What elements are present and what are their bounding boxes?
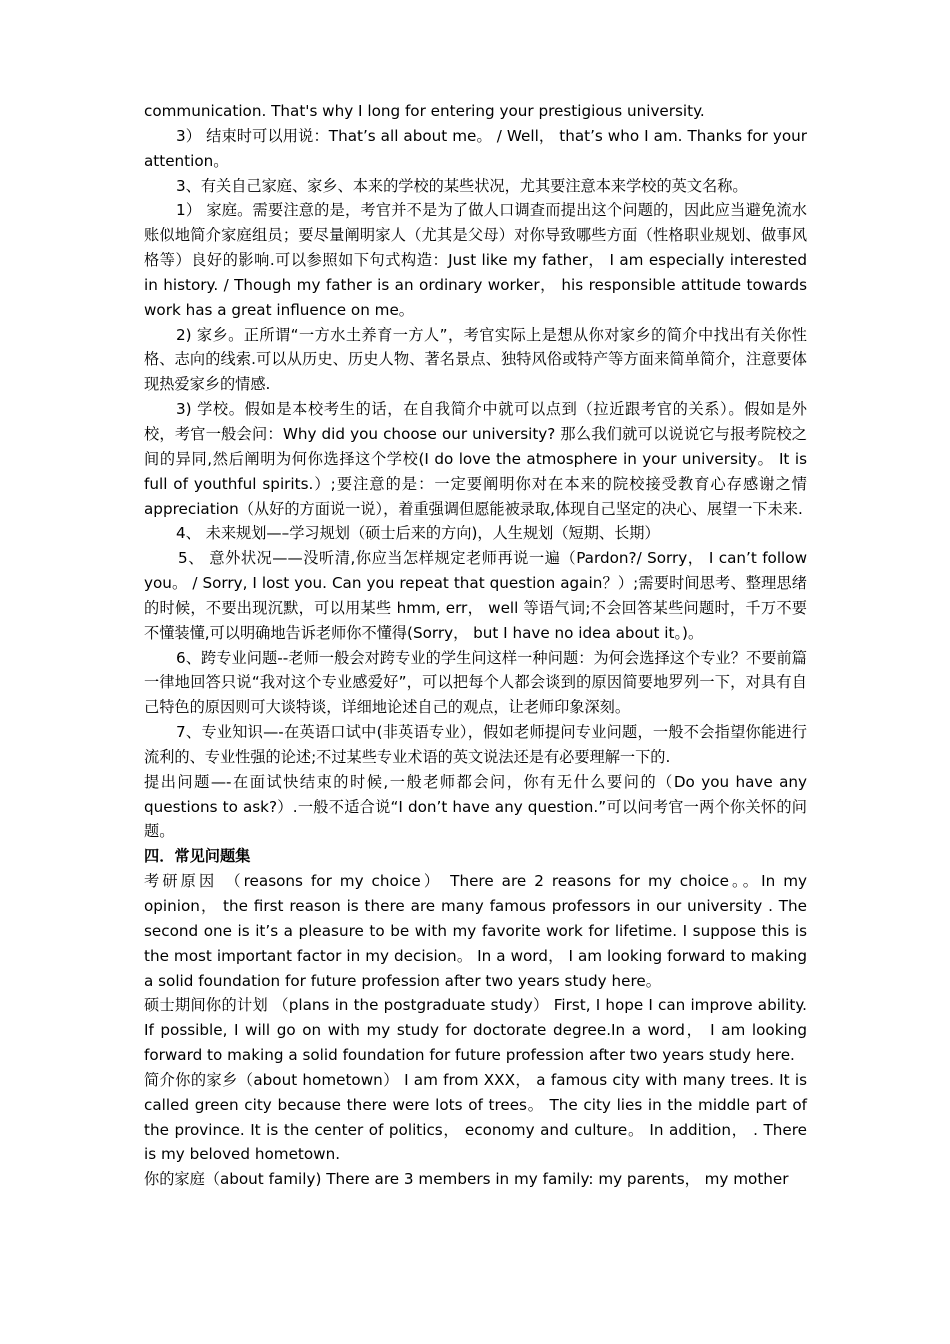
- paragraph-unexpected-situations: 5、 意外状况——没听清,你应当怎样规定老师再说一遍（Pardon?/ Sorry， I can’t follow you。 / Sorry, I lost you. Can you repeat that question again？）;需要时间思考、整理思绪的时候，不要出现沉默，可以用某些 hmm, err， well 等语气词;不会回答某些问题时，千万不要不懂装懂,可以明确地告诉老师你不懂得(Sorry， but I have no idea about it。)。: [144, 549, 807, 642]
- section-heading-common-questions: 四．常见问题集: [144, 847, 251, 866]
- paragraph-future-plans: 4、 未来规划—–学习规划（硕士后来的方向)，人生规划（短期、长期）: [176, 524, 660, 543]
- paragraph-hometown: 2) 家乡。正所谓“一方水土养育一方人”，考官实际上是想从你对家乡的简介中找出有关你性格、志向的线索.可以从历史、历史人物、著名景点、独特风俗或特产等方面来简单简介，注意要体现热爱家乡的情感.: [144, 325, 807, 394]
- paragraph-communication: communication. That's why I long for entering your prestigious university.: [144, 102, 705, 120]
- paragraph-closing-phrases: 3） 结束时可以用说：That’s all about me。 / Well， that’s who I am. Thanks for your attention。: [144, 126, 807, 170]
- paragraph-family-hometown-school: 3、有关自己家庭、家乡、本来的学校的某些状况，尤其要注意本来学校的英文名称。: [176, 176, 748, 195]
- paragraph-postgraduate-plans: 硕士期间你的计划 （plans in the postgraduate study） First, I hope I can improve ability. If possible, I will go on with my study for doctorate degree.In a word， I am looking forward to making a solid foundation for future profession after two years study here.: [144, 996, 807, 1065]
- paragraph-about-family: 你的家庭（about family) There are 3 members in my family: my parents， my mother: [144, 1170, 789, 1189]
- paragraph-family: 1） 家庭。需要注意的是，考官并不是为了做人口调查而提出这个问题的，因此应当避免流水账似地简介家庭组员；要尽量阐明家人（尤其是父母）对你导致哪些方面（性格职业规划、做事风格等）良好的影响.可以参照如下句式构造：Just like my father， I am especially interested in history. / Though my father is an ordinary worker， his responsible attitude towards work has a great influence on me。: [144, 201, 807, 319]
- paragraph-ask-questions: 提出问题—-在面试快结束的时候,一般老师都会问，你有无什么要问的（Do you have any questions to ask?）.一般不适合说“I don’t have any question.”可以问考官一两个你关怀的问题。: [144, 772, 807, 841]
- paragraph-school: 3) 学校。假如是本校考生的话，在自我简介中就可以点到（拉近跟考官的关系）。假如是外校，考官一般会问：Why did you choose our university? 那么我们就可以说说它与报考院校之间的异同,然后阐明为何你选择这个学校(I do love the atmosphere in your university。 It is full of youthful spirits.）;要注意的是：一定要阐明你对在本来的院校接受教育心存感谢之情 appreciation（从好的方面说一说），着重强调但愿能被录取,体现自己坚定的决心、展望一下未来.: [144, 400, 807, 518]
- paragraph-reasons-for-choice: 考研原因 （reasons for my choice） There are 2 reasons for my choice。。In my opinion， the first reason is there are many famous professors in our university . The second one is it’s a pleasure to be with my favorite work for lifetime. I suppose this is the most important factor in my decision。 In a word， I am looking forward to making a solid foundation for future profession after two years study here。: [144, 872, 807, 990]
- paragraph-cross-major: 6、跨专业问题--老师一般会对跨专业的学生问这样一种问题：为何会选择这个专业？不要前篇一律地回答只说“我对这个专业感爱好”，可以把每个人都会谈到的原因简要地罗列一下，对具有自己特色的原因则可大谈特谈，详细地论述自己的观点，让老师印象深刻。: [144, 648, 807, 717]
- paragraph-about-hometown: 简介你的家乡（about hometown） I am from XXX， a famous city with many trees. It is called green city because there were lots of trees。 The city lies in the middle part of the province. It is the center of politics， economy and culture。 In addition， . There is my beloved hometown.: [144, 1070, 807, 1164]
- document-body: [144, 99, 807, 1192]
- paragraph-professional-knowledge: 7、专业知识—-在英语口试中(非英语专业），假如老师提问专业问题，一般不会指望你能进行流利的、专业性强的论述;不过某些专业术语的英文说法还是有必要理解一下的.: [144, 723, 807, 766]
